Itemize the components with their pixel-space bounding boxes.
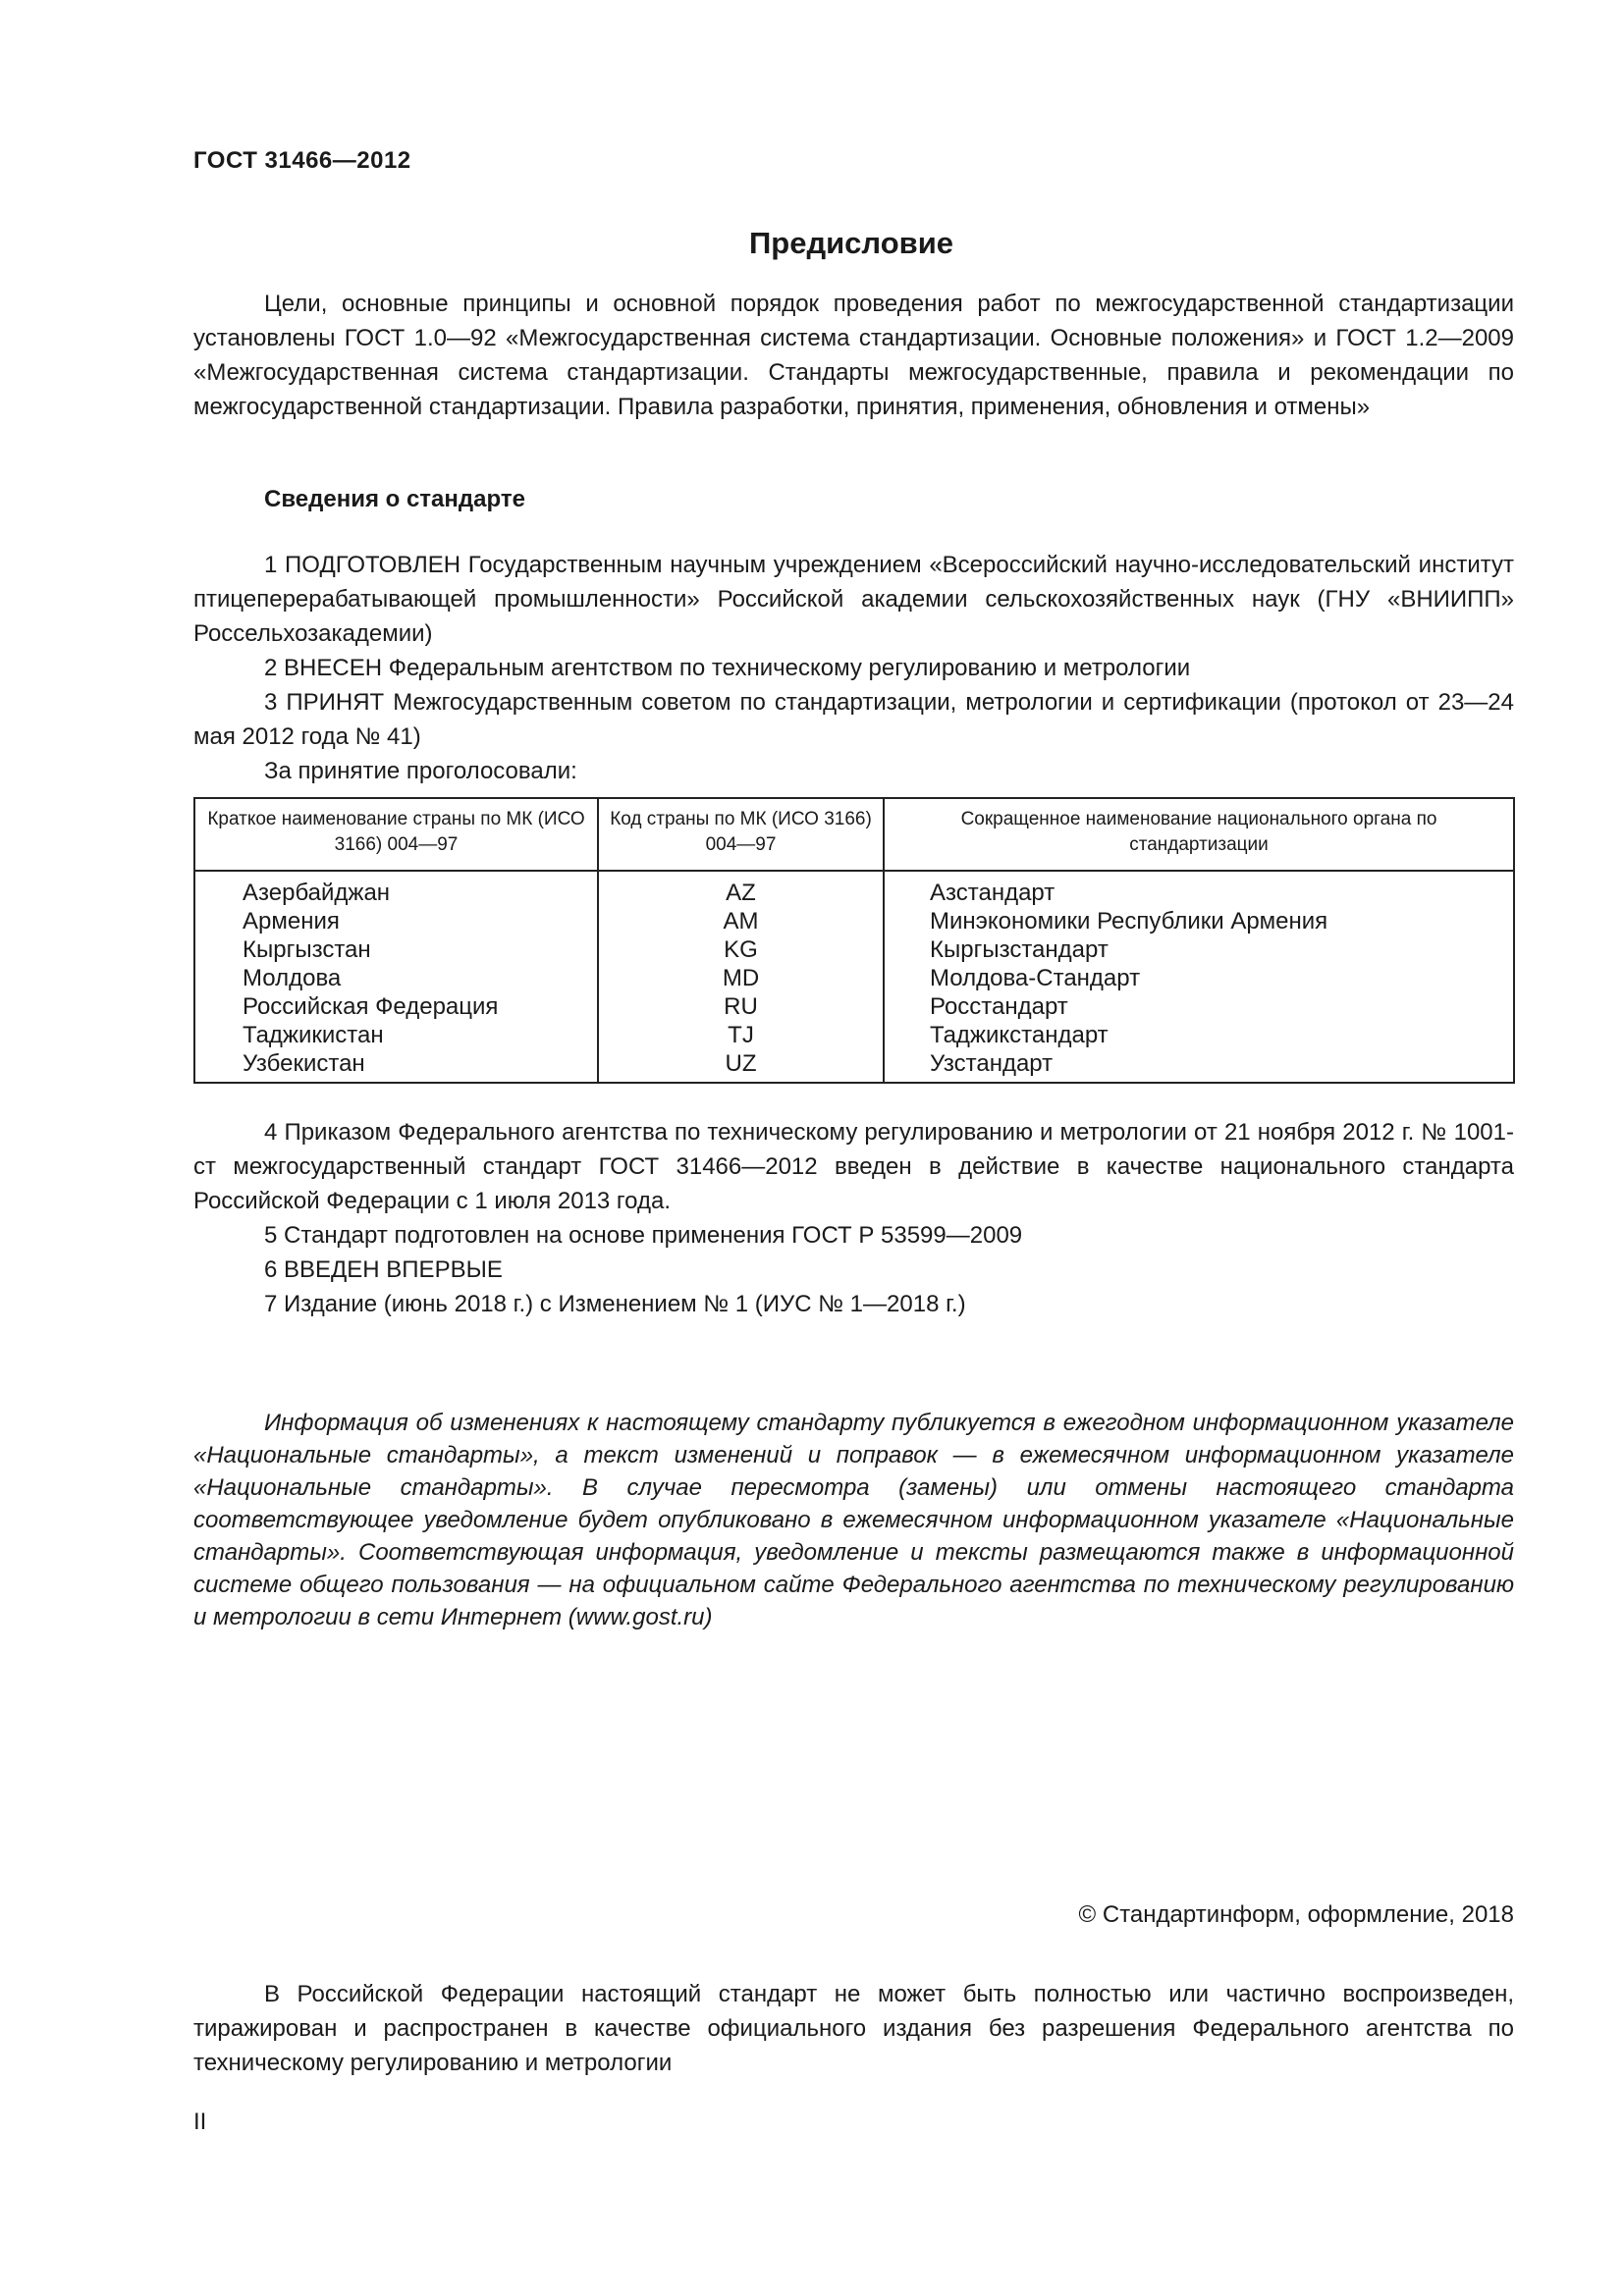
intro-paragraph: Цели, основные принципы и основной порядок проведения работ по межгосударственной стандартизации установлены ГОСТ 1.0—92 «Межгосударственная система стандартизации. Основные положения» и ГОСТ 1.2—2009 «Межгосударственная система стандартизации. Стандарты межгосударственные, правила и рекомендации по межгосударственной стандартизации. Правила разработки, принятия, применения, обновления и отмены»: [193, 291, 1514, 420]
body-cell: Молдова-Стандарт: [884, 964, 1514, 992]
country-cell: Узбекистан: [243, 1050, 365, 1077]
table-header-row: [194, 798, 1514, 871]
code-cell: MD: [598, 964, 884, 992]
country-cell: Армения: [243, 908, 340, 934]
table-row: [194, 1021, 1514, 1049]
table-row: [194, 935, 1514, 964]
section-heading: Сведения о стандарте: [264, 486, 525, 512]
changes-notice: Информация об изменениях к настоящему стандарту публикуется в ежегодном информационном указателе «Национальные стандарты», а текст изменений и поправок — в ежемесячном информационном указателе «Национальные стандарты». В случае пересмотра (замены) или отмены настоящего стандарта соответствующее уведомление будет опубликовано в ежемесячном информационном указателе «Национальные стандарты». Соответствующая информация, уведомление и тексты размещаются также в информационной системе общего пользования — на официальном сайте Федерального агентства по техническому регулированию и метрологии в сети Интернет (www.gost.ru): [193, 1410, 1514, 1630]
info-item-6: 6 ВВЕДЕН ВПЕРВЫЕ: [264, 1256, 503, 1283]
code-cell: TJ: [598, 1021, 884, 1049]
country-cell: Таджикистан: [243, 1022, 384, 1048]
table-row: [194, 1049, 1514, 1083]
body-cell: Азстандарт: [884, 871, 1514, 907]
info-item-5: 5 Стандарт подготовлен на основе применения ГОСТ Р 53599—2009: [264, 1222, 1023, 1249]
legal-notice: В Российской Федерации настоящий стандарт не может быть полностью или частично воспроизведен, тиражирован и распространен в качестве официального издания без разрешения Федерального агентства по техническому регулированию и метрологии: [193, 1981, 1514, 2076]
info-item-3: 3 ПРИНЯТ Межгосударственным советом по стандартизации, метрологии и сертификации (протокол от 23—24 мая 2012 года № 41): [193, 689, 1514, 750]
body-cell: Узстандарт: [884, 1049, 1514, 1083]
body-cell: Росстандарт: [884, 992, 1514, 1021]
code-cell: AM: [598, 907, 884, 935]
table-row: [194, 907, 1514, 935]
info-item-2: 2 ВНЕСЕН Федеральным агентством по техническому регулированию и метрологии: [264, 655, 1191, 681]
table-row: [194, 964, 1514, 992]
country-cell: Азербайджан: [243, 880, 391, 906]
column-header-code: Код страны по МК (ИСО 3166) 004—97: [598, 798, 884, 871]
standard-info-list-continued: [193, 1115, 1514, 1321]
info-item-7: 7 Издание (июнь 2018 г.) с Изменением № 1 (ИУС № 1—2018 г.): [264, 1291, 966, 1317]
code-cell: RU: [598, 992, 884, 1021]
legal-notice-block: [193, 1977, 1514, 2080]
intro-paragraph-block: [193, 287, 1514, 424]
page-number: II: [193, 2109, 207, 2135]
table-row: [194, 992, 1514, 1021]
countries-table: [193, 797, 1515, 1084]
body-cell: Кыргызстандарт: [884, 935, 1514, 964]
vote-caption: За принятие проголосовали:: [264, 758, 577, 784]
column-header-country: Краткое наименование страны по МК (ИСО 3166) 004—97: [194, 798, 598, 871]
info-item-4: 4 Приказом Федерального агентства по техническому регулированию и метрологии от 21 ноября 2012 г. № 1001-ст межгосударственный стандарт ГОСТ 31466—2012 введен в действие в качестве национального стандарта Российской Федерации с 1 июля 2013 года.: [193, 1119, 1514, 1214]
info-item-1: 1 ПОДГОТОВЛЕН Государственным научным учреждением «Всероссийский научно-исследовательский институт птицеперерабатывающей промышленности» Российской академии сельскохозяйственных наук (ГНУ «ВНИИПП» Россельхозакадемии): [193, 552, 1514, 647]
column-header-body: Сокращенное наименование национального органа по стандартизации: [884, 798, 1514, 871]
code-cell: UZ: [598, 1049, 884, 1083]
table-row: [194, 871, 1514, 907]
body-cell: Таджикстандарт: [884, 1021, 1514, 1049]
country-cell: Кыргызстан: [243, 936, 371, 963]
code-cell: AZ: [598, 871, 884, 907]
standard-info-list: [193, 548, 1514, 788]
document-code: ГОСТ 31466—2012: [193, 147, 411, 174]
country-cell: Молдова: [243, 965, 342, 991]
country-cell: Российская Федерация: [243, 993, 499, 1020]
code-cell: KG: [598, 935, 884, 964]
page-title: Предисловие: [748, 226, 953, 260]
copyright-line: © Стандартинформ, оформление, 2018: [1078, 1901, 1514, 1928]
changes-notice-block: [193, 1407, 1514, 1633]
body-cell: Минэкономики Республики Армения: [884, 907, 1514, 935]
